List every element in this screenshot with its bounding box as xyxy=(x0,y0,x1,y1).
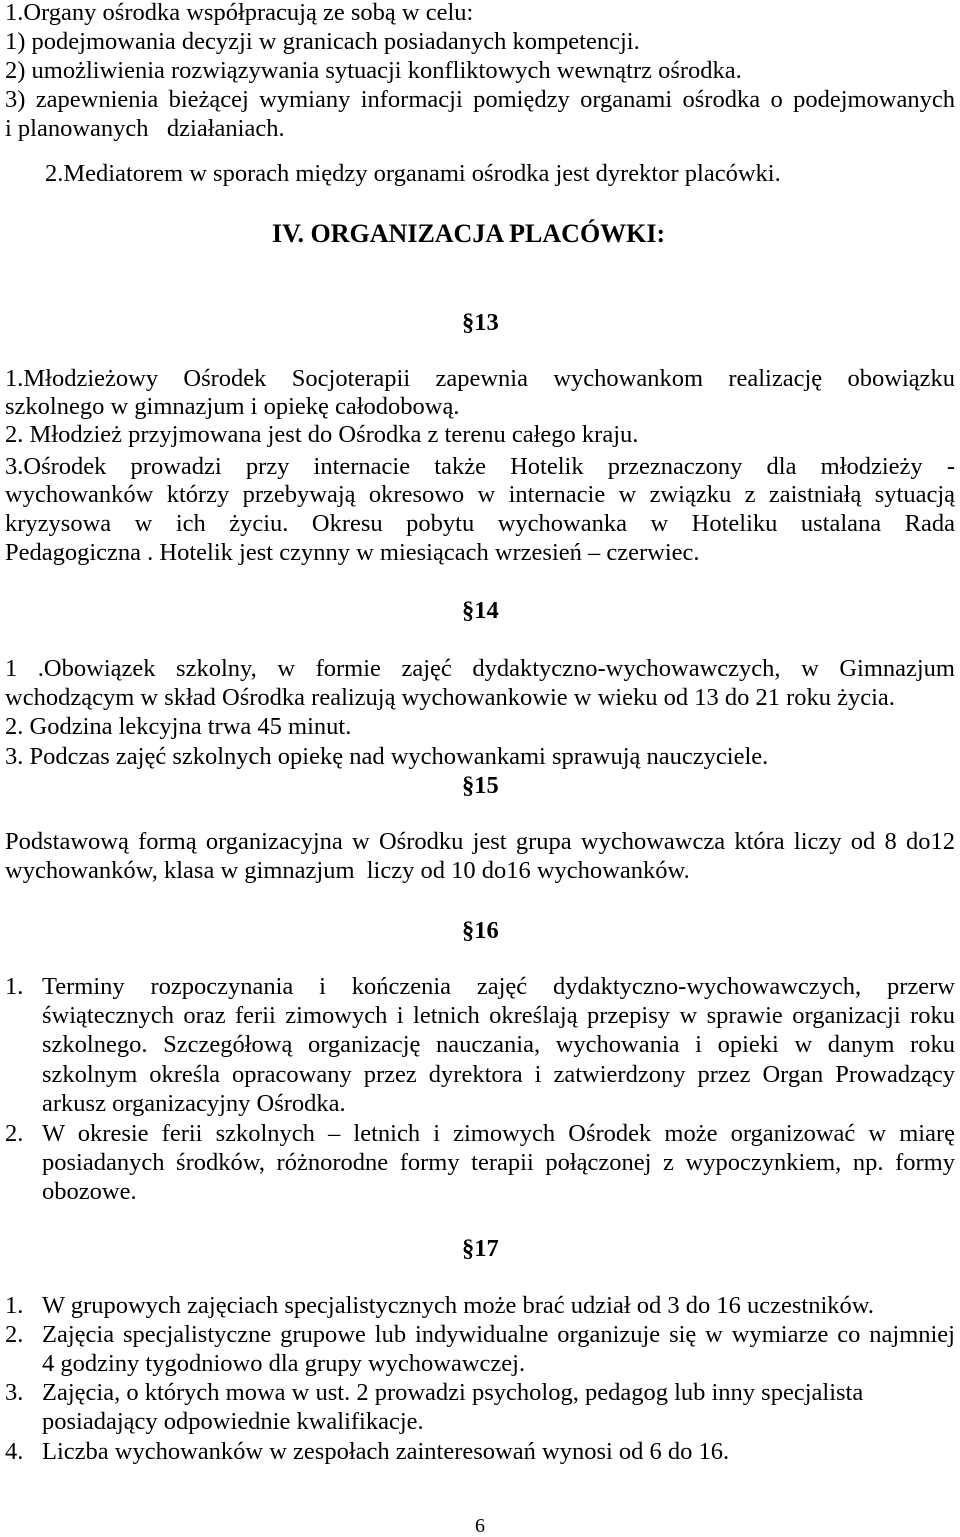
list-item-line: arkusz organizacyjny Ośrodka. xyxy=(42,1090,346,1117)
list-item-line: Terminy rozpoczynania i kończenia zajęć dydaktyczno-wychowawczych, przerw xyxy=(42,973,955,1000)
list-item-line: Zajęcia specjalistyczne grupowe lub indywidualne organizuje się w wymiarze co najmniej xyxy=(42,1321,955,1348)
paragraph-line: wchodzącym w skład Ośrodka realizują wychowankowie w wieku od 13 do 21 roku życia. xyxy=(5,684,895,711)
intro-line: 1.Organy ośrodka współpracują ze sobą w celu: xyxy=(5,0,474,26)
paragraph-line: wychowanków, klasa w gimnazjum liczy od 10 do16 wychowanków. xyxy=(5,857,690,884)
paragraph-line: 3.Ośrodek prowadzi przy internacie także Hotelik przeznaczony dla młodzieży - xyxy=(5,453,955,480)
section-heading: §13 xyxy=(462,309,499,336)
paragraph-line: Podstawową formą organizacyjna w Ośrodku jest grupa wychowawcza która liczy od 8 do12 xyxy=(5,828,955,855)
page-number: 6 xyxy=(475,1515,485,1537)
list-item-line: posiadający odpowiednie kwalifikacje. xyxy=(42,1408,424,1435)
list-item-line: obozowe. xyxy=(42,1178,137,1205)
paragraph-line: wychowanków którzy przebywają okresowo w internacie w związku z zaistniałą sytuacją xyxy=(5,481,955,508)
section-heading: §14 xyxy=(462,597,499,624)
intro-line: 1) podejmowania decyzji w granicach posiadanych kompetencji. xyxy=(5,28,640,55)
list-item-line: 4 godziny tygodniowo dla grupy wychowawczej. xyxy=(42,1350,526,1377)
list-item-line: szkolnym określa opracowany przez dyrektora i zatwierdzony przez Organ Prowadzący xyxy=(42,1061,955,1088)
list-item-line: W grupowych zajęciach specjalistycznych może brać udział od 3 do 16 uczestników. xyxy=(42,1292,875,1319)
section-heading: §15 xyxy=(462,772,499,799)
list-item-line: Liczba wychowanków w zespołach zainteresowań wynosi od 6 do 16. xyxy=(42,1438,730,1465)
list-marker: 1. xyxy=(5,973,24,1000)
section-heading: §17 xyxy=(462,1235,499,1262)
list-marker: 2. xyxy=(5,1321,24,1348)
list-item-line: świątecznych oraz ferii zimowych i letnich określają przepisy w sprawie organizacji roku xyxy=(42,1002,955,1029)
list-marker: 2. xyxy=(5,1120,24,1147)
list-marker: 1. xyxy=(5,1292,24,1319)
list-marker: 4. xyxy=(5,1438,24,1465)
paragraph-line: 1.Młodzieżowy Ośrodek Socjoterapii zapewnia wychowankom realizację obowiązku xyxy=(5,365,955,392)
paragraph-line: 1 .Obowiązek szkolny, w formie zajęć dydaktyczno-wychowawczych, w Gimnazjum xyxy=(5,655,955,682)
list-item-line: Zajęcia, o których mowa w ust. 2 prowadzi psycholog, pedagog lub inny specjalista xyxy=(42,1379,864,1406)
chapter-heading: IV. ORGANIZACJA PLACÓWKI: xyxy=(272,219,666,248)
intro-line: 2) umożliwienia rozwiązywania sytuacji konfliktowych wewnątrz ośrodka. xyxy=(5,57,742,84)
intro-line: 3) zapewnienia bieżącej wymiany informacji pomiędzy organami ośrodka o podejmowanych xyxy=(5,86,955,113)
paragraph-line: 3. Podczas zajęć szkolnych opiekę nad wychowankami sprawują nauczyciele. xyxy=(5,743,769,770)
list-marker: 3. xyxy=(5,1379,24,1406)
paragraph-line: kryzysowa w ich życiu. Okresu pobytu wychowanka w Hoteliku ustalana Rada xyxy=(5,510,955,537)
list-item-line: posiadanych środków, różnorodne formy terapii połączonej z wypoczynkiem, np. formy xyxy=(42,1149,955,1176)
paragraph-line: szkolnego w gimnazjum i opiekę całodobową. xyxy=(5,393,460,420)
section-heading: §16 xyxy=(462,917,499,944)
paragraph-line: 2. Godzina lekcyjna trwa 45 minut. xyxy=(5,713,352,740)
paragraph-line: Pedagogiczna . Hotelik jest czynny w miesiącach wrzesień – czerwiec. xyxy=(5,539,700,566)
list-item-line: szkolnego. Szczegółową organizację nauczania, wychowania i opieki w danym roku xyxy=(42,1031,955,1058)
paragraph-line: 2. Młodzież przyjmowana jest do Ośrodka z terenu całego kraju. xyxy=(5,421,639,448)
intro-line: i planowanych działaniach. xyxy=(5,115,285,142)
list-item-line: W okresie ferii szkolnych – letnich i zimowych Ośrodek może organizować w miarę xyxy=(42,1120,955,1147)
mediator-line: 2.Mediatorem w sporach między organami ośrodka jest dyrektor placówki. xyxy=(45,160,781,187)
